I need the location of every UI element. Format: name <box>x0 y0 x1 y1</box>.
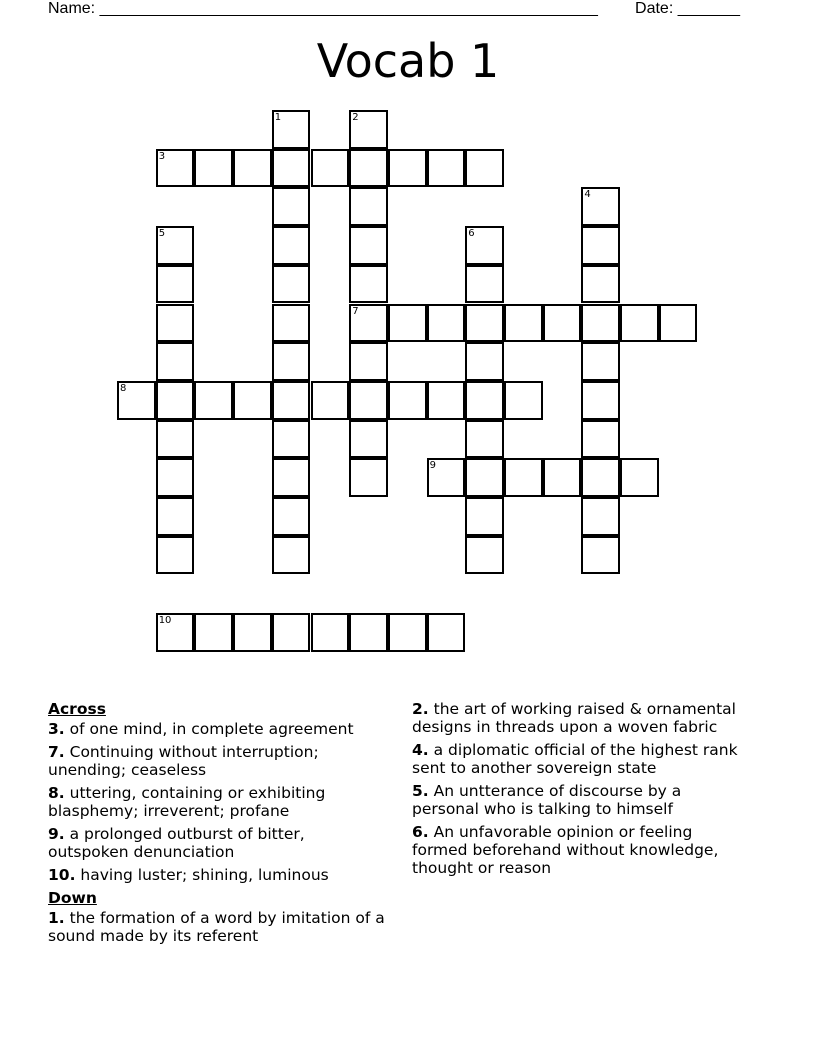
grid-cell[interactable] <box>427 458 466 497</box>
clue-down <box>412 700 752 736</box>
across-heading: Across <box>48 700 106 718</box>
grid-cell[interactable] <box>465 226 504 265</box>
clues-right-column <box>412 700 752 882</box>
clue-number: 5. <box>412 782 429 800</box>
grid-cell[interactable] <box>272 458 311 497</box>
grid-cell[interactable] <box>156 420 195 459</box>
grid-cell[interactable] <box>156 342 195 381</box>
cell-number: 4 <box>584 189 591 201</box>
grid-cell[interactable] <box>156 458 195 497</box>
clue-number: 1. <box>48 909 65 927</box>
grid-cell[interactable] <box>581 381 620 420</box>
clue-across <box>48 825 388 861</box>
grid-cell[interactable] <box>272 420 311 459</box>
grid-cell[interactable] <box>465 381 504 420</box>
clue-down <box>412 782 752 818</box>
clue-number: 10. <box>48 866 76 884</box>
grid-cell[interactable] <box>272 265 311 304</box>
clue-number: 9. <box>48 825 65 843</box>
grid-cell[interactable] <box>272 613 311 652</box>
grid-cell[interactable] <box>581 342 620 381</box>
clue-across <box>48 743 388 779</box>
clue-text: uttering, containing or exhibiting blasphemy; irreverent; profane <box>48 784 326 820</box>
cell-number: 10 <box>158 615 172 627</box>
clue-number: 8. <box>48 784 65 802</box>
grid-cell[interactable] <box>504 304 543 343</box>
grid-cell[interactable] <box>581 536 620 575</box>
clue-number: 6. <box>412 823 429 841</box>
grid-cell[interactable] <box>156 304 195 343</box>
grid-cell[interactable] <box>349 342 388 381</box>
grid-cell[interactable] <box>581 458 620 497</box>
grid-cell[interactable] <box>272 536 311 575</box>
grid-cell[interactable] <box>272 304 311 343</box>
clue-text: the formation of a word by imitation of a sound made by its referent <box>48 909 385 945</box>
cell-number: 1 <box>274 112 282 123</box>
clue-text: Continuing without interruption; unending; ceaseless <box>48 743 319 779</box>
grid-cell[interactable] <box>233 149 272 188</box>
grid-cell[interactable] <box>194 613 233 652</box>
clue-across <box>48 720 388 738</box>
clue-text: An unfavorable opinion or feeling formed beforehand without knowledge, thought or reason <box>412 823 719 877</box>
cell-number: 9 <box>429 460 436 472</box>
grid-cell[interactable] <box>465 342 504 381</box>
grid-cell[interactable] <box>543 458 582 497</box>
clue-text: a prolonged outburst of bitter, outspoken denunciation <box>48 825 305 861</box>
grid-cell[interactable] <box>156 613 195 652</box>
clue-across <box>48 784 388 820</box>
grid-cell[interactable] <box>349 226 388 265</box>
grid-cell[interactable] <box>194 149 233 188</box>
grid-cell[interactable] <box>156 265 195 304</box>
grid-cell[interactable] <box>272 342 311 381</box>
grid-cell[interactable] <box>349 304 388 343</box>
grid-cell[interactable] <box>272 110 311 149</box>
clue-text: the art of working raised & ornamental designs in threads upon a woven fabric <box>412 700 736 736</box>
grid-cell[interactable] <box>581 265 620 304</box>
cell-number: 6 <box>468 228 475 240</box>
cell-number: 5 <box>158 228 166 240</box>
grid-cell[interactable] <box>233 381 272 420</box>
clue-text: a diplomatic official of the highest rank sent to another sovereign state <box>412 741 738 777</box>
grid-cell[interactable] <box>504 381 543 420</box>
grid-cell[interactable] <box>349 420 388 459</box>
clue-down <box>412 823 752 877</box>
cell-number: 3 <box>158 150 166 162</box>
grid-cell[interactable] <box>427 149 466 188</box>
clues-left-column <box>48 700 388 950</box>
grid-cell[interactable] <box>388 304 427 343</box>
grid-cell[interactable] <box>349 265 388 304</box>
clue-number: 7. <box>48 743 65 761</box>
grid-cell[interactable] <box>349 381 388 420</box>
grid-cell[interactable] <box>272 226 311 265</box>
grid-cell[interactable] <box>543 304 582 343</box>
cell-number: 2 <box>352 112 359 123</box>
grid-cell[interactable] <box>659 304 698 343</box>
clue-across <box>48 866 388 884</box>
cell-number: 8 <box>120 382 127 394</box>
clue-down <box>48 909 388 945</box>
grid-cell[interactable] <box>581 304 620 343</box>
clue-text: of one mind, in complete agreement <box>69 720 354 738</box>
clue-text: having luster; shining, luminous <box>80 866 329 884</box>
grid-cell[interactable] <box>427 613 466 652</box>
grid-cell[interactable] <box>465 420 504 459</box>
grid-cell[interactable] <box>465 149 504 188</box>
grid-cell[interactable] <box>465 265 504 304</box>
clue-text: An untterance of discourse by a personal who is talking to himself <box>412 782 682 818</box>
grid-cell[interactable] <box>349 110 388 149</box>
clue-number: 2. <box>412 700 429 718</box>
name-field[interactable]: Name: ________________________________________________________ <box>48 0 598 17</box>
cell-number: 7 <box>352 305 359 317</box>
clue-number: 3. <box>48 720 65 738</box>
grid-cell[interactable] <box>311 381 350 420</box>
grid-cell[interactable] <box>311 613 350 652</box>
page-title: Vocab 1 <box>316 34 500 88</box>
grid-cell[interactable] <box>465 458 504 497</box>
grid-cell[interactable] <box>427 381 466 420</box>
grid-cell[interactable] <box>117 381 156 420</box>
grid-cell[interactable] <box>272 381 311 420</box>
grid-cell[interactable] <box>233 613 272 652</box>
grid-cell[interactable] <box>156 226 195 265</box>
grid-cell[interactable] <box>156 149 195 188</box>
clue-down <box>412 741 752 777</box>
grid-cell[interactable] <box>349 187 388 226</box>
grid-cell[interactable] <box>156 381 195 420</box>
grid-cell[interactable] <box>311 149 350 188</box>
grid-cell[interactable] <box>427 304 466 343</box>
grid-cell[interactable] <box>349 613 388 652</box>
grid-cell[interactable] <box>581 226 620 265</box>
grid-cell[interactable] <box>388 613 427 652</box>
grid-cell[interactable] <box>194 381 233 420</box>
grid-cell[interactable] <box>349 458 388 497</box>
grid-cell[interactable] <box>504 458 543 497</box>
grid-cell[interactable] <box>349 149 388 188</box>
grid-cell[interactable] <box>156 497 195 536</box>
grid-cell[interactable] <box>581 187 620 226</box>
grid-cell[interactable] <box>388 381 427 420</box>
grid-cell[interactable] <box>581 420 620 459</box>
grid-cell[interactable] <box>620 304 659 343</box>
grid-cell[interactable] <box>272 187 311 226</box>
grid-cell[interactable] <box>465 497 504 536</box>
clue-number: 4. <box>412 741 429 759</box>
grid-cell[interactable] <box>465 536 504 575</box>
down-heading: Down <box>48 889 97 907</box>
date-field[interactable]: Date: _______ <box>635 0 740 17</box>
grid-cell[interactable] <box>620 458 659 497</box>
grid-cell[interactable] <box>581 497 620 536</box>
grid-cell[interactable] <box>272 149 311 188</box>
grid-cell[interactable] <box>156 536 195 575</box>
grid-cell[interactable] <box>272 497 311 536</box>
grid-cell[interactable] <box>388 149 427 188</box>
grid-cell[interactable] <box>465 304 504 343</box>
